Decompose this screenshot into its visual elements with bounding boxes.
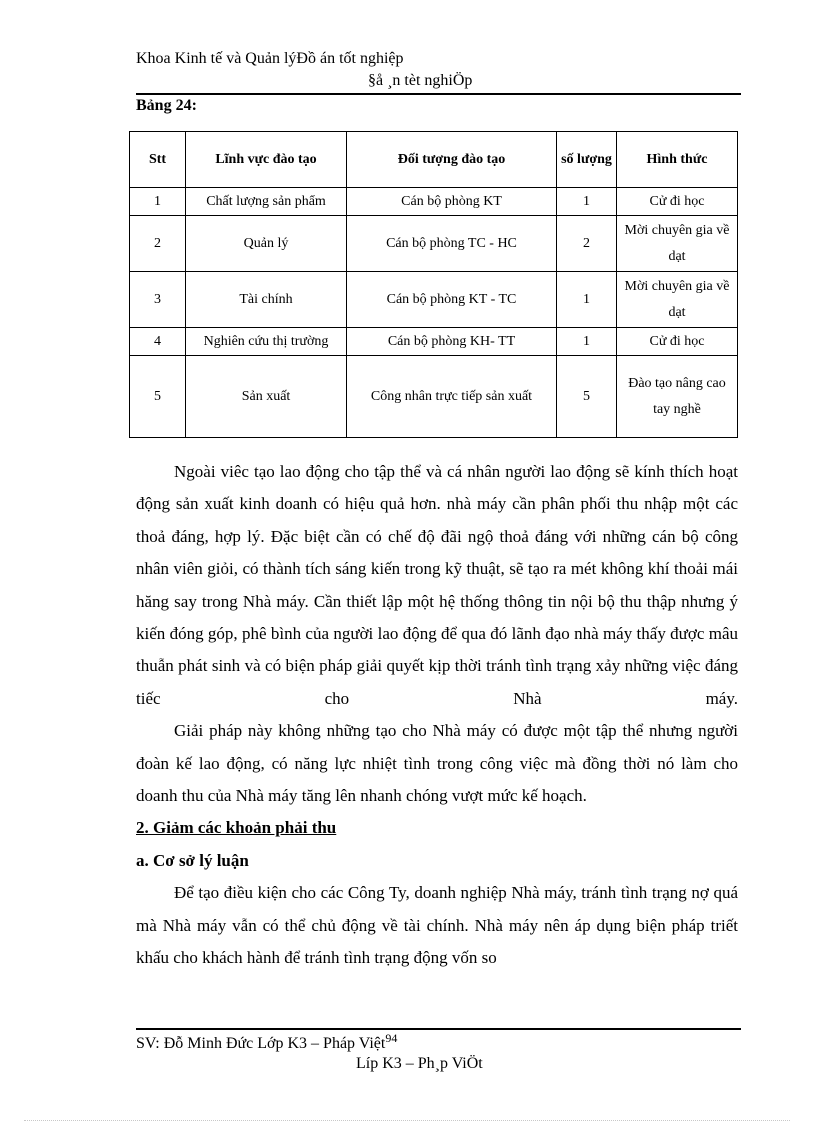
col-header-quantity: số lượng: [557, 132, 617, 188]
paragraph: Giải pháp này không những tạo cho Nhà máy có được một tập thể nhưng người đoàn kế lao động, có năng lực nhiệt tình trong công việc mà đồng thời nó làm cho doanh thu của Nhà máy tăng lên nhanh chóng vượt mức kế hoạch.: [136, 721, 738, 806]
footer-author-text: SV: Đỗ Minh Đức Lớp K3 – Pháp Việt: [136, 1035, 386, 1052]
table-cell: 2: [130, 216, 186, 272]
table-cell: Cử đi học: [617, 188, 738, 216]
paragraph: Ngoài viêc tạo lao động cho tập thể và cá nhân người lao động sẽ kính thích hoạt động sản xuất kinh doanh có hiệu quả hơn. nhà máy cần phân phối thu nhập một các thoả đáng, hợp lý. Đặc biệt cần có chế độ đãi ngộ thoả đáng với những cán bộ công nhân viên giỏi, có thành tích sáng kiến trong kỹ thuật, sẽ tạo ra mét không khí thoải mái hăng say trong Nhà máy. Cần thiết lập một hệ thống thông tin nội bộ thu thập nhưng ý kiến đóng góp, phê bình của người lao động để qua đó lãnh đạo nhà máy thấy được mâu thuẫn phát sinh và có biện pháp giải quyết kịp thời tránh tình trạng xảy những việc đáng tiếc cho Nhà máy.: [136, 462, 738, 708]
col-header-stt: Stt: [130, 132, 186, 188]
table-cell: 3: [130, 272, 186, 328]
table-cell: 5: [557, 356, 617, 438]
table-cell: Chất lượng sản phẩm: [186, 188, 347, 216]
table-cell: Cử đi học: [617, 328, 738, 356]
footer-author: [136, 1031, 397, 1053]
table-row: [130, 356, 738, 438]
table-cell: 5: [130, 356, 186, 438]
table-cell: 1: [557, 272, 617, 328]
col-header-form: Hình thức: [617, 132, 738, 188]
table-row: [130, 216, 738, 272]
table-cell: Tài chính: [186, 272, 347, 328]
table-cell: Nghiên cứu thị trường: [186, 328, 347, 356]
table-cell: 4: [130, 328, 186, 356]
table-cell: 1: [557, 328, 617, 356]
col-header-target: Đối tượng đào tạo: [347, 132, 557, 188]
table-row: [130, 272, 738, 328]
table-caption: Bảng 24:: [136, 97, 197, 114]
table-cell: Sản xuất: [186, 356, 347, 438]
table-row: [130, 188, 738, 216]
table-cell: Quản lý: [186, 216, 347, 272]
table-cell: 2: [557, 216, 617, 272]
col-header-field: Lĩnh vực đào tạo: [186, 132, 347, 188]
table-cell: Cán bộ phòng TC - HC: [347, 216, 557, 272]
body-text: [136, 456, 738, 975]
table-cell: Cán bộ phòng KH- TT: [347, 328, 557, 356]
table-cell: Công nhân trực tiếp sản xuất: [347, 356, 557, 438]
footer-legacy-class: Líp K3 – Ph¸p ViÖt: [356, 1055, 483, 1072]
page-number: 94: [385, 1031, 398, 1045]
header-legacy-title: §å ¸n tèt nghiÖp: [368, 72, 473, 89]
table-row: [130, 328, 738, 356]
subsection-heading: a. Cơ sở lý luận: [136, 850, 249, 870]
table-cell: Cán bộ phòng KT: [347, 188, 557, 216]
table-cell: 1: [557, 188, 617, 216]
table-cell: Mời chuyên gia về dạt: [617, 216, 738, 272]
table-header-row: [130, 132, 738, 188]
table-cell: Mời chuyên gia về dạt: [617, 272, 738, 328]
paragraph: Để tạo điều kiện cho các Công Ty, doanh nghiệp Nhà máy, tránh tình trạng nợ quá mà Nhà máy vẫn có thể chủ động về tài chính. Nhà máy nên áp dụng biện pháp triết khấu cho khách hành để tránh tình trạng động vốn so: [136, 883, 738, 968]
footer-rule: [136, 1028, 741, 1030]
header-title: Khoa Kinh tế và Quản lýĐồ án tốt nghiệp: [136, 50, 404, 67]
table-cell: Đào tạo nâng cao tay nghề: [617, 356, 738, 438]
table-cell: 1: [130, 188, 186, 216]
header-rule: [136, 93, 741, 95]
section-heading: [136, 812, 738, 844]
training-table: [129, 131, 738, 438]
page-edge-divider: [24, 1120, 790, 1121]
table-cell: Cán bộ phòng KT - TC: [347, 272, 557, 328]
section-heading-text: 2. Giảm các khoản phải thu: [136, 818, 337, 838]
